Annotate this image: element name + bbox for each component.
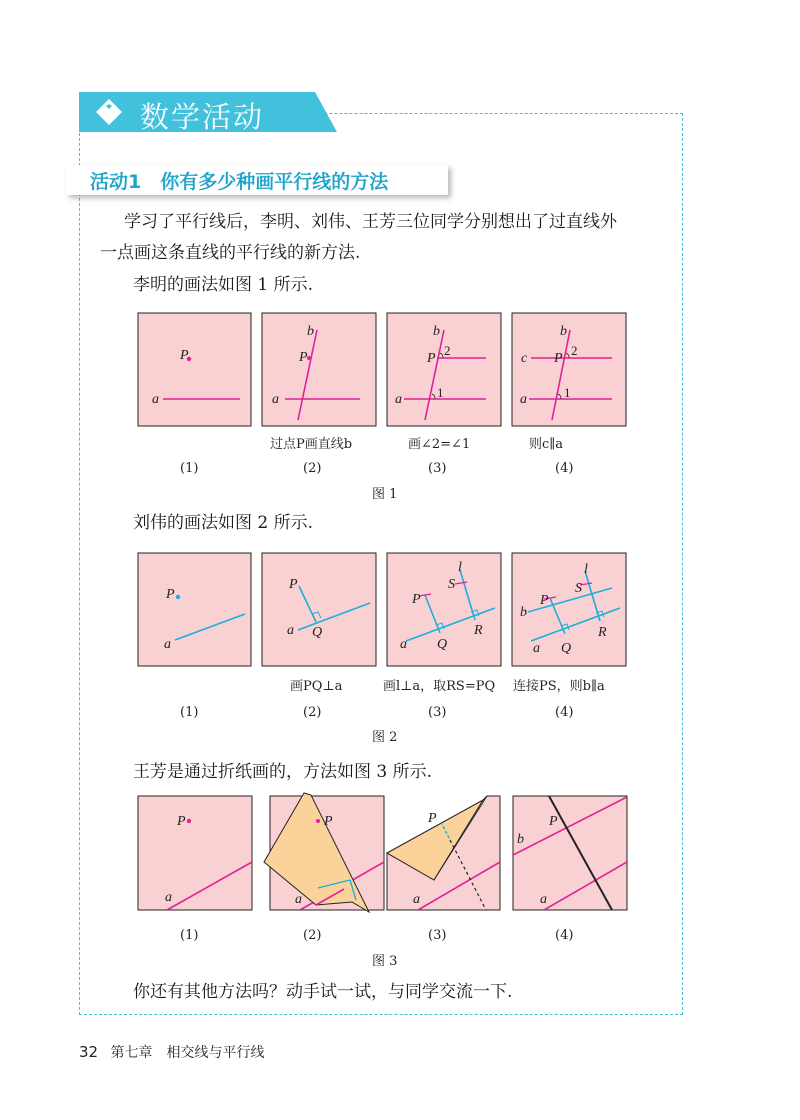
fig1-panel-3 [387,313,501,426]
fig1-number-4: (4) [555,461,574,476]
label-angle-1: 1 [564,385,571,400]
fig1-step-2: 过点P画直线b [270,437,353,452]
figure-3 [138,793,627,969]
label-l: l [458,560,462,575]
label-a: a [395,392,402,407]
fig2-panel-2 [262,553,376,666]
fig2-number-3: (3) [428,705,447,720]
page-title: 数学活动 [140,100,265,134]
figure-2 [138,553,626,745]
label-Q: Q [561,641,572,656]
fig2-step-4: 连接PS，则b∥a [513,679,605,694]
label-a: a [164,637,171,652]
wangfang-text: 王芳是通过折纸画的，方法如图 3 所示. [133,762,433,782]
fig1-number-1: (1) [180,461,199,476]
label-angle-2: 2 [444,343,451,358]
fig2-caption: 图 2 [372,730,398,745]
label-b: b [520,605,527,620]
label-a: a [295,892,302,907]
fig1-step-3: 画∠2=∠1 [408,437,471,452]
label-angle-2: 2 [571,343,578,358]
label-a: a [287,623,294,638]
fig2-step-3: 画l⊥a，取RS=PQ [383,679,496,694]
label-P: P [412,592,421,607]
label-P: P [180,348,189,363]
fig2-number-4: (4) [555,705,574,720]
label-P: P [299,350,308,365]
label-S: S [575,581,582,596]
label-b: b [517,832,524,847]
fig1-step-4: 则c∥a [529,437,564,452]
liuwei-text: 刘伟的画法如图 2 所示. [133,513,314,533]
label-a: a [165,890,172,905]
fig1-panel-4 [512,313,626,426]
fig3-panel-4 [513,796,627,910]
fig2-panel-1 [138,553,251,666]
fig1-panel-2 [262,313,376,426]
fig3-panel-3 [387,796,500,910]
fig2-step-2: 画PQ⊥a [290,679,343,694]
label-R: R [598,625,607,640]
label-a: a [413,892,420,907]
label-a: a [400,637,407,652]
liming-text: 李明的画法如图 1 所示. [133,275,314,295]
fig2-number-2: (2) [303,705,322,720]
fig3-panel-1 [138,796,252,910]
label-a: a [540,892,547,907]
label-a: a [520,392,527,407]
label-S: S [448,577,455,592]
fig1-panel-1 [138,313,251,426]
fig3-panel-2 [264,793,384,912]
fig3-caption: 图 3 [372,954,398,969]
fig1-number-2: (2) [303,461,322,476]
label-P: P [324,814,333,829]
fig1-caption: 图 1 [372,487,398,502]
label-b: b [560,324,567,339]
fig3-number-3: (3) [428,928,447,943]
label-b: b [433,324,440,339]
fig1-number-3: (3) [428,461,447,476]
closing-text: 你还有其他方法吗？动手试一试，与同学交流一下. [133,982,513,1002]
label-R: R [474,623,483,638]
label-P: P [549,814,558,829]
label-b: b [307,324,314,339]
label-angle-1: 1 [437,385,444,400]
label-c: c [521,351,528,366]
intro-line-1: 学习了平行线后，李明、刘伟、王芳三位同学分别想出了过直线外 [124,212,617,232]
label-P: P [166,587,175,602]
label-P: P [540,593,549,608]
label-P: P [428,811,437,826]
page-number: 32 [79,1043,99,1061]
label-a: a [272,392,279,407]
label-Q: Q [312,625,323,640]
label-Q: Q [437,637,448,652]
chapter-title: 第七章 相交线与平行线 [110,1045,265,1061]
fig3-number-2: (2) [303,928,322,943]
figure-1 [138,313,626,502]
fig2-number-1: (1) [180,705,199,720]
label-P: P [427,351,436,366]
label-P: P [554,351,563,366]
label-l: l [584,562,588,577]
page-footer [79,1042,265,1062]
fig2-panel-4 [512,553,626,666]
label-a: a [533,641,540,656]
fig2-panel-3 [387,553,501,666]
fig3-number-4: (4) [555,928,574,943]
intro-line-2: 一点画这条直线的平行线的新方法. [100,243,361,263]
label-a: a [152,392,159,407]
activity-title: 活动1 你有多少种画平行线的方法 [90,171,389,193]
label-P: P [289,577,298,592]
label-P: P [177,814,186,829]
fig3-number-1: (1) [180,928,199,943]
